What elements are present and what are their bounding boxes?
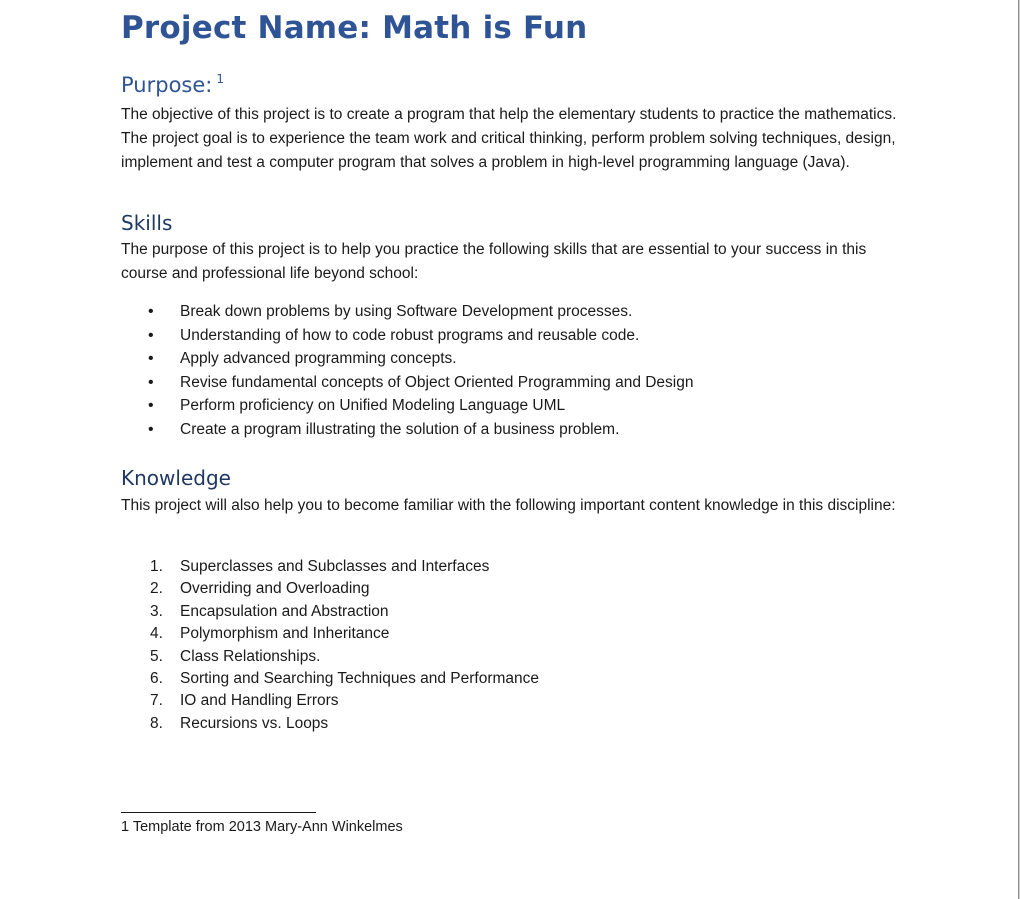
knowledge-list-item (121, 668, 539, 690)
knowledge-list-item-text: Sorting and Searching Techniques and Performance (180, 669, 540, 687)
knowledge-list-item (121, 646, 539, 668)
skills-list (121, 300, 694, 442)
footnote-reference[interactable]: 1 (216, 72, 224, 86)
skills-list-item-text: Apply advanced programming concepts. (180, 350, 457, 368)
skills-list-item (121, 394, 694, 418)
bullet-icon: • (148, 350, 154, 368)
list-number: 8. (150, 714, 163, 732)
skills-list-item-text: Perform proficiency on Unified Modeling Language UML (180, 397, 566, 415)
skills-list-item-text: Revise fundamental concepts of Object Oriented Programming and Design (180, 373, 694, 391)
purpose-heading (121, 72, 224, 97)
bullet-icon: • (148, 303, 154, 320)
knowledge-list-item (121, 578, 539, 600)
knowledge-intro: This project will also help you to become familiar with the following important content knowledge in this discipline: (121, 497, 896, 514)
purpose-paragraph: The objective of this project is to create a program that help the elementary students to practice the mathematics. The project goal is to experience the team work and critical thinking, perform problem solving techniques, design, implement and test a computer program that solves a problem in high-level programming language (Java). (121, 106, 897, 171)
knowledge-heading: Knowledge (121, 466, 231, 490)
knowledge-list-item-text: Superclasses and Subclasses and Interfaces (180, 558, 490, 575)
skills-list-item (121, 324, 694, 348)
knowledge-list-item (121, 556, 539, 578)
knowledge-list-item-text: Class Relationships. (180, 647, 321, 665)
skills-list-item-text: Break down problems by using Software Development processes. (180, 303, 633, 320)
skills-list-item-text: Create a program illustrating the solution of a business problem. (180, 420, 620, 438)
knowledge-list-item-text: Polymorphism and Inheritance (180, 625, 390, 643)
knowledge-list-item-text: IO and Handling Errors (180, 692, 339, 710)
skills-list-item (121, 418, 694, 442)
list-number: 2. (150, 580, 163, 598)
knowledge-list-item-text: Recursions vs. Loops (180, 714, 329, 732)
bullet-icon: • (148, 326, 154, 344)
purpose-heading-label: Purpose: (121, 73, 213, 97)
list-number: 6. (150, 669, 163, 687)
skills-list-item-text: Understanding of how to code robust programs and reusable code. (180, 326, 640, 344)
list-number: 7. (150, 692, 163, 710)
list-number: 4. (150, 625, 163, 643)
knowledge-list-item (121, 690, 539, 712)
bullet-icon: • (148, 373, 154, 391)
knowledge-list-item (121, 623, 539, 645)
knowledge-list (121, 556, 539, 735)
bullet-icon: • (148, 397, 154, 415)
knowledge-list-item-text: Overriding and Overloading (180, 580, 370, 598)
footnote-text: 1 Template from 2013 Mary-Ann Winkelmes (121, 819, 403, 835)
skills-heading: Skills (121, 211, 173, 235)
skills-list-item (121, 347, 694, 371)
page-title: Project Name: Math is Fun (121, 10, 588, 46)
knowledge-list-item (121, 713, 539, 735)
skills-intro: The purpose of this project is to help you practice the following skills that are essential to your success in this course and professional life beyond school: (121, 241, 867, 282)
footnote-separator (121, 812, 316, 813)
list-number: 5. (150, 647, 163, 665)
list-number: 1. (150, 558, 163, 575)
list-number: 3. (150, 602, 163, 620)
bullet-icon: • (148, 420, 154, 438)
knowledge-list-item-text: Encapsulation and Abstraction (180, 602, 389, 620)
skills-list-item (121, 300, 694, 324)
knowledge-list-item (121, 601, 539, 623)
skills-list-item (121, 371, 694, 395)
